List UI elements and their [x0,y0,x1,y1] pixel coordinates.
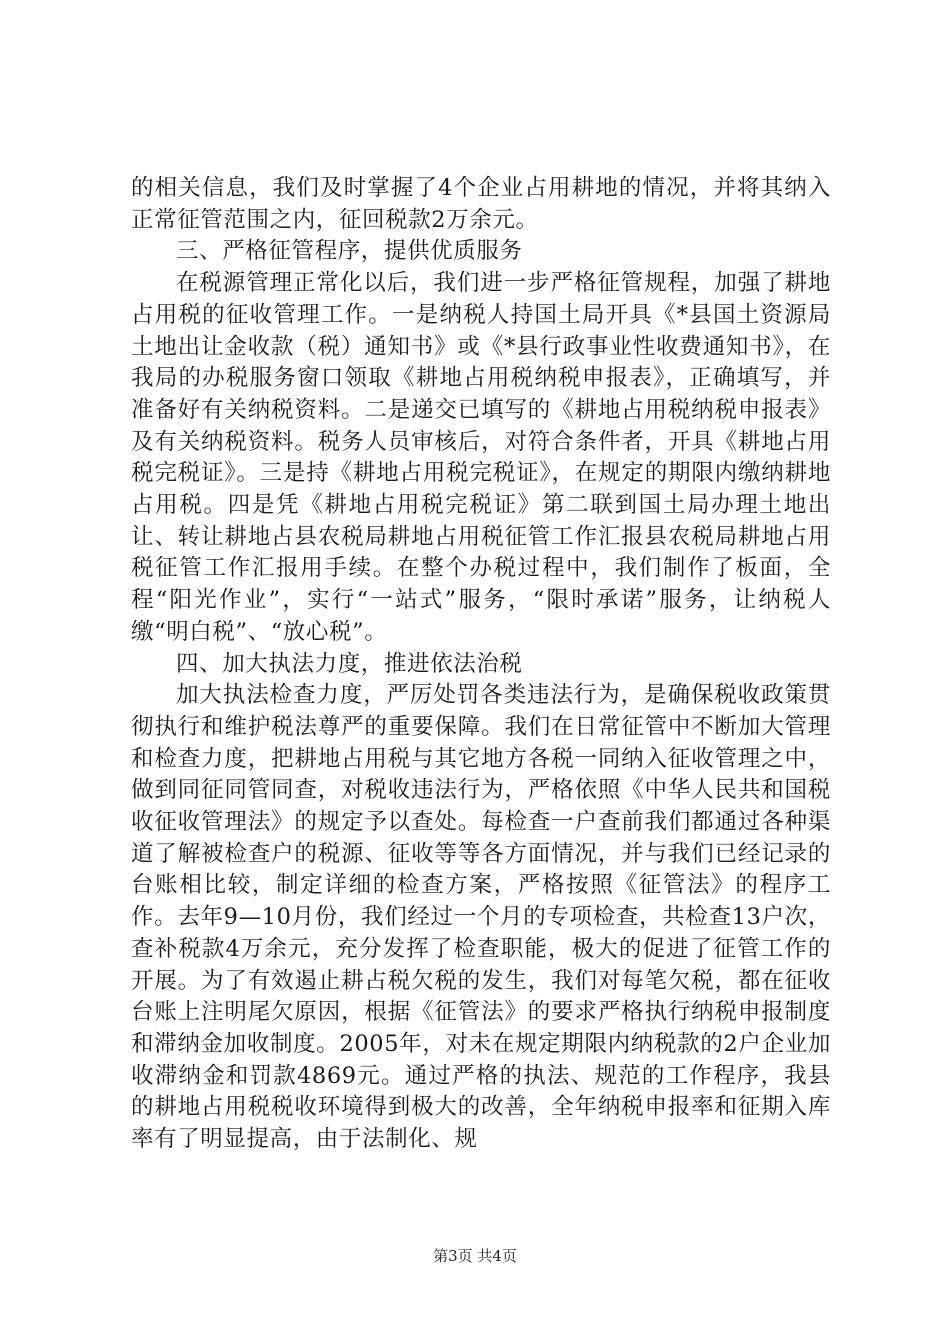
body-text [131,173,831,1156]
paragraph-continuation: 的相关信息，我们及时掌握了4个企业占用耕地的情况，并将其纳入正常征管范围之内，征回税款2万余元。 [131,175,831,233]
page-footer: 第3页 共4页 [433,1247,517,1265]
section-heading-4: 四、加大执法力度，推进依法治税 [176,650,523,677]
section-heading-3: 三、严格征管程序，提供优质服务 [176,238,523,265]
paragraph-procedure: 在税源管理正常化以后，我们进一步严格征管规程，加强了耕地占用税的征收管理工作。一是纳税人持国土局开具《*县国土资源局土地出让金收款（税）通知书》或《*县行政事业性收费通知书》，在我局的办税服务窗口领取《耕地占用税纳税申报表》，正确填写，并准备好有关纳税资料。二是递交已填写的《耕地占用税纳税申报表》及有关纳税资料。税务人员审核后，对符合条件者，开具《耕地占用税完税证》。三是持《耕地占用税完税证》，在规定的期限内缴纳耕地占用税。四是凭《耕地占用税完税证》第二联到国土局办理土地出让、转让耕地占县农税局耕地占用税征管工作汇报县农税局耕地占用税征管工作汇报用手续。在整个办税过程中，我们制作了板面，全程“阳光作业”，实行“一站式”服务，“限时承诺”服务，让纳税人缴“明白税”、“放心税”。 [131,270,831,645]
paragraph-enforcement: 加大执法检查力度，严厉处罚各类违法行为，是确保税收政策贯彻执行和维护税法尊严的重要保障。我们在日常征管中不断加大管理和检查力度，把耕地占用税与其它地方各税一同纳入征收管理之中，做到同征同管同查，对税收违法行为，严格依照《中华人民共和国税收征收管理法》的规定予以查处。每检查一户查前我们都通过各种渠道了解被检查户的税源、征收等等各方面情况，并与我们已经记录的台账相比较，制定详细的检查方案，严格按照《征管法》的程序工作。去年9—10月份，我们经过一个月的专项检查，共检查13户次，查补税款4万余元，充分发挥了检查职能，极大的促进了征管工作的开展。为了有效遏止耕占税欠税的发生，我们对每笔欠税，都在征收台账上注明尾欠原因，根据《征管法》的要求严格执行纳税申报制度和滞纳金加收制度。2005年，对未在规定期限内纳税款的2户企业加收滞纳金和罚款4869元。通过严格的执法、规范的工作程序，我县的耕地占用税税收环境得到极大的改善，全年纳税申报率和征期入库率有了明显提高，由于法制化、规 [131,682,831,1153]
